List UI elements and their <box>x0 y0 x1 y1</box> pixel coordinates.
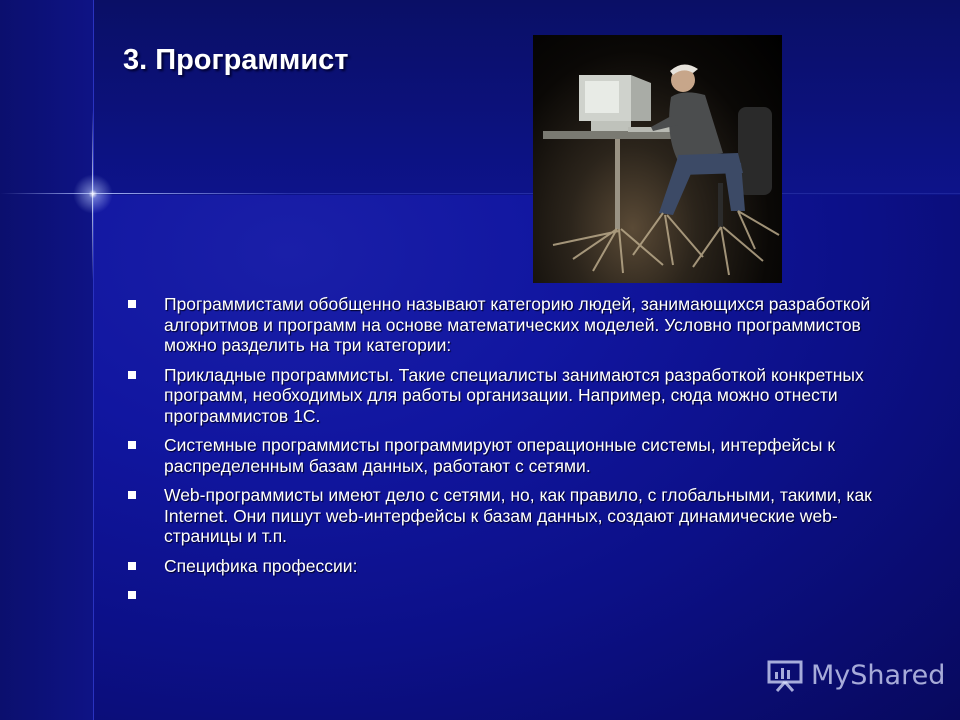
square-bullet-icon <box>128 491 136 499</box>
sparkle-decoration <box>62 163 124 225</box>
bullet-list <box>126 294 906 614</box>
square-bullet-icon <box>128 591 136 599</box>
list-item <box>126 556 906 577</box>
square-bullet-icon <box>128 371 136 379</box>
list-item-text: Специфика профессии: <box>164 555 358 576</box>
list-item <box>126 365 906 427</box>
list-item <box>126 585 906 605</box>
left-band <box>0 0 94 720</box>
top-band <box>0 0 960 195</box>
slide-title: 3. Программист <box>123 44 349 76</box>
myshared-watermark[interactable] <box>767 655 945 695</box>
watermark-text: MyShared <box>811 659 946 691</box>
horizontal-rule <box>0 193 960 194</box>
list-item-text: Системные программисты программируют операционные системы, интерфейсы к распределенным базам данных, работают с сетями. <box>164 435 836 476</box>
list-item <box>126 485 906 547</box>
list-item-text: Программистами обобщенно называют категорию людей, занимающихся разработкой алгоритмов и программ на основе математических моделей. Условно программистов можно разделить на три категории: <box>164 294 871 355</box>
presentation-board-icon <box>767 658 803 692</box>
list-item <box>126 435 906 476</box>
list-item-text: Web-программисты имеют дело с сетями, но, как правило, с глобальными, такими, как Internet. Они пишут web-интерфейсы к базам данных, создают динамические web-страницы и т.п. <box>164 485 872 546</box>
programmer-at-desk-image <box>533 35 782 283</box>
square-bullet-icon <box>128 300 136 308</box>
list-item-text: Прикладные программисты. Такие специалисты занимаются разработкой конкретных программ, необходимых для работы организации. Например, сюда можно отнести программистов 1С. <box>164 364 864 426</box>
programmer-photo <box>533 35 782 283</box>
square-bullet-icon <box>128 441 136 449</box>
list-item <box>126 294 906 356</box>
square-bullet-icon <box>128 562 136 570</box>
